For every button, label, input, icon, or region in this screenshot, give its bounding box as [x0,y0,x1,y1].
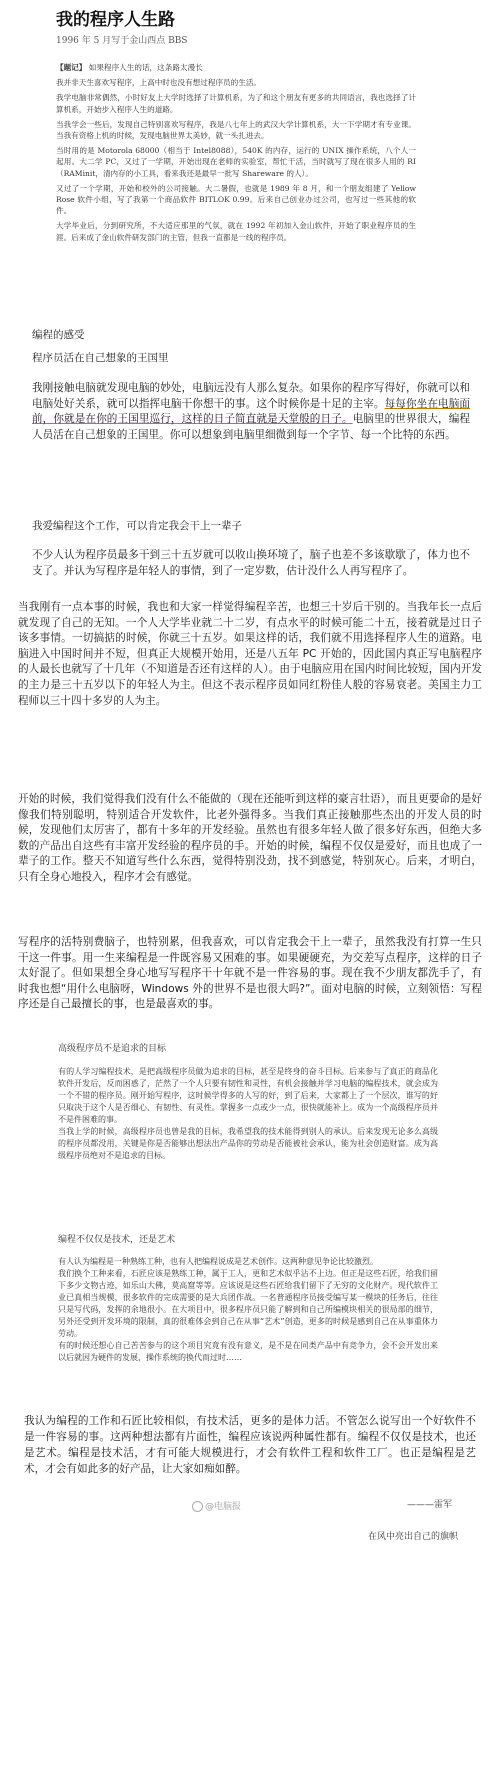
section-body [18,935,482,1013]
author-signature: ———雷军 [406,1500,452,1510]
intro-para: 我并非天生喜欢写程序，上高中时也没有想过程序员的生活。 [56,78,262,88]
body-para: 我认为编程的工作和石匠比较相似，有技术活，更多的是体力活。不管怎么说写出一个好软件不是一件容易的事。这两种想法都有片面性，编程应该说两种属性都有。编程不仅仅是技术，也还是艺术。编程是技术活，才有可能大规模进行，才会有软件工程和软件工厂。也正是编程是艺术，才会有如此多的好产品，让大家如痴如醉。 [24,1415,476,1475]
intro-para: 又过了一个学期，开始和校外的公司接触。大二暑假，也就是 1989 年 8 月，和一个朋友组建了 Yellow Rose 软件小组，写了我第一个商品软件 BITLOK 0.99。后来自己创业办过公司，也写过一些其他的软件。 [56,183,416,216]
intro-line: 如果程序人生的话，这条路太漫长 [88,63,203,72]
highlight-text: 每每你坐在电脑面前，你就是在你的王国里巡行，这样的日子简直就是天堂般的日子。 [32,397,470,426]
intro-para [56,62,416,73]
body-para: 有的时候还想心自己苦苦参与的这个项目究竟有没有意义，是不是在同类产品中有竞争力，会不会开发出来以后就因为硬件的发展，操作系统的换代而过时…… [58,1341,438,1362]
article-title: 我的程序人生路 [56,10,175,30]
closing-section [24,1413,476,1477]
watermark [192,1499,241,1512]
body-para: 当我刚有一点本事的时候，我也和大家一样觉得编程辛苦，也想三十岁后干别的。当我年长一点后就发现了自己的无知。一个人大学毕业就二十二岁，有点水平的时候可能二十五，接着就是过日子该多事情。一切搞掂的时候，你就三十五岁。如果这样的话，我们就不用选择程序人生的道路。电脑进入中国时间并不短，但真正大规模开始用，还是八五年 PC 开始的，因此国内真正写电脑程序的人最长也就写了十几年（不知道是否还有这样的人）。由于电脑应用在国内时间比较短，国内开发的主力是三十五岁以下的年轻人为主。但这不表示程序员如同红粉佳人般的容易衰老。美国主力工程师以三十四十多岁的人为主。 [18,601,482,707]
article-dateline: 1996 年 5 月写于金山西点 BBS [56,36,188,46]
section-body [58,1256,438,1364]
body-para: 当我上学的时候，高级程序员也曾是我的目标，我希望我的技术能得到别人的承认。后来发现无论多么高级的程序员都没用，关键是你是否能够出想法出产品你的劳动是否能被社会承认，能为社会创造财富。成为高级程序员绝对不是追求的目标。 [58,1127,438,1160]
intro-block [56,62,416,247]
section-heading: 我爱编程这个工作，可以肯定我会干上一辈子 [32,520,242,532]
section-body [18,600,482,709]
body-para [32,381,470,443]
section-heading: 编程的感受 [32,329,85,341]
intro-para: 我学电脑非常偶然，小时好友上大学时选择了计算机系，为了和这个朋友有更多的共同语言，我也选择了计算机系，开始步入程序人生的道路。 [56,93,416,114]
intro-para: 当我学会一些后，发现自己特别喜欢写程序，我是八七年上的武汉大学计算机系，大一下学期才有专业课。当我有资格上机的时候，发现电脑世界太美妙，就一头扎进去。 [56,119,416,141]
weibo-icon [192,1501,203,1512]
body-text: 电脑里的世界很大，编程人员活在自己想象的王国里。你可以想象到电脑里细微到每一个字节、每一个比特的东西。 [32,413,471,441]
section-body [32,381,470,443]
body-para: 写程序的活特别费脑子，也特别累，但我喜欢，可以肯定我会干上一辈子，虽然我没有打算一生只干这一件事。用一生来编程是一件既容易又困难的事。如果硬硬充，为交差写点程序，这样的日子太好混了。但如果想全身心地写写程序干十年就不是一件容易的事。现在我不少朋友都洗手了，有时我也想“用什么电脑呀，Windows 外的世界不是也很大吗?”。面对电脑的时候，立刻领悟：写程序还是自己最擅长的事，也是最喜欢的事。 [18,936,482,1011]
intro-tag: 【题记】 [56,63,87,72]
section-body [58,1066,438,1162]
section-heading: 高级程序员不是追求的目标 [58,1044,167,1054]
body-text: 我刚接触电脑就发现电脑的妙处，电脑远没有人那么复杂。如果你的程序写得好，你就可以和电脑处好关系，就可以指挥电脑干你想干的事。这个时候你是十足的主宰。 [32,382,470,410]
watermark-text: @电脑报 [205,1502,242,1512]
body-para: 开始的时候，我们觉得我们没有什么不能做的（现在还能听到这样的豪言壮语），而且更要命的是好像我们特别聪明，特别适合开发软件，比老外强得多。当我们真正接触那些杰出的开发人员的时候，发现他们太厉害了，都有十多年的开发经验。虽然也有很多年轻人做了很多好东西，但绝大多数的产品出自这些有丰富开发经验的程序员的手。开始的时候，编程不仅仅是爱好，而且也成了一辈子的工作。整天不知道写些什么东西，觉得特别没劲，找不到感觉，特别灰心。后来，才明白，只有全身心地投入，程序才会有感觉。 [18,793,482,883]
intro-para: 大学毕业后，分到研究所，不大适应那里的气氛，就在 1992 年初加入金山软件，开始了职业程序员的生涯。后来成了金山软件研发部门的主管，但我一直都是一线的程序员。 [56,221,416,242]
section-body [18,792,482,886]
intro-para: 当时用的是 Motorola 68000（相当于 Intel8088），540K 的内存，运行的 UNIX 操作系统，八个人一起用。大二学 PC，又过了一学期，开始出现在老师的实验室，帮忙干活，当时就写了现在很多人用的 RI（RAMinit，清内存的小工具，看来我还是最早一批写 Shareware 的人）。 [56,146,416,178]
body-para: 有的人学习编程技术，是把高级程序员做为追求的目标，甚至是终身的奋斗目标。后来参与了真正的商品化软件开发后，反而困惑了，茫然了一个人只要有韧性和灵性，有机会接触并学习电脑的编程技术，就会成为一个不错的程序员。刚开始写程序，这时候学得多的人写的好，到了后来，大家都上了一个层次，谁写的好只取决于这个人是否细心、有韧性、有灵性。掌握多一点或少一点，很快就能补上。成为一个高级程序员并不是件困难的事。 [58,1067,438,1124]
section-heading: 编程不仅仅是技术，还是艺术 [58,1235,176,1245]
body-para: 不少人认为程序员最多干到三十五岁就可以收山换环境了，脑子也差不多该歇歇了，体力也不支了。并认为写程序是年轻人的事情，到了一定岁数，估计没什么人再写程序了。 [32,549,470,577]
section-subheading: 程序员活在自己想象的王国里 [32,352,169,364]
body-para: 有人认为编程是一种熟练工种，也有人把编程说成是艺术创作。这两种意见争论比较激烈。 [58,1257,378,1266]
section-body [32,548,470,579]
body-para: 我们换个工种来看，石匠应该是熟练工种，属于工人，更和艺术似乎沾不上边。但正是这些石匠，给我们留下多少文物古迹，如乐山大佛，莫高窟等等。应该说是这些石匠给我们留下了无穷的文化财产。现代软件工业已真相当规模，很多软件的完成需要的是大兵团作战。一名普通程序员接受编写某一模块的任务后，往往只是写代码，发挥的余地很小。在大项目中，很多程序员只能了解到和自己所编模块相关的很局部的细节，另外还受到开发环境的限制，真的很难体会到自己在从事“艺术”创造，更多的时候是感到自己在从事重体力劳动。 [58,1269,438,1338]
author-motto: 在风中亮出自己的旗帜 [367,1532,458,1542]
